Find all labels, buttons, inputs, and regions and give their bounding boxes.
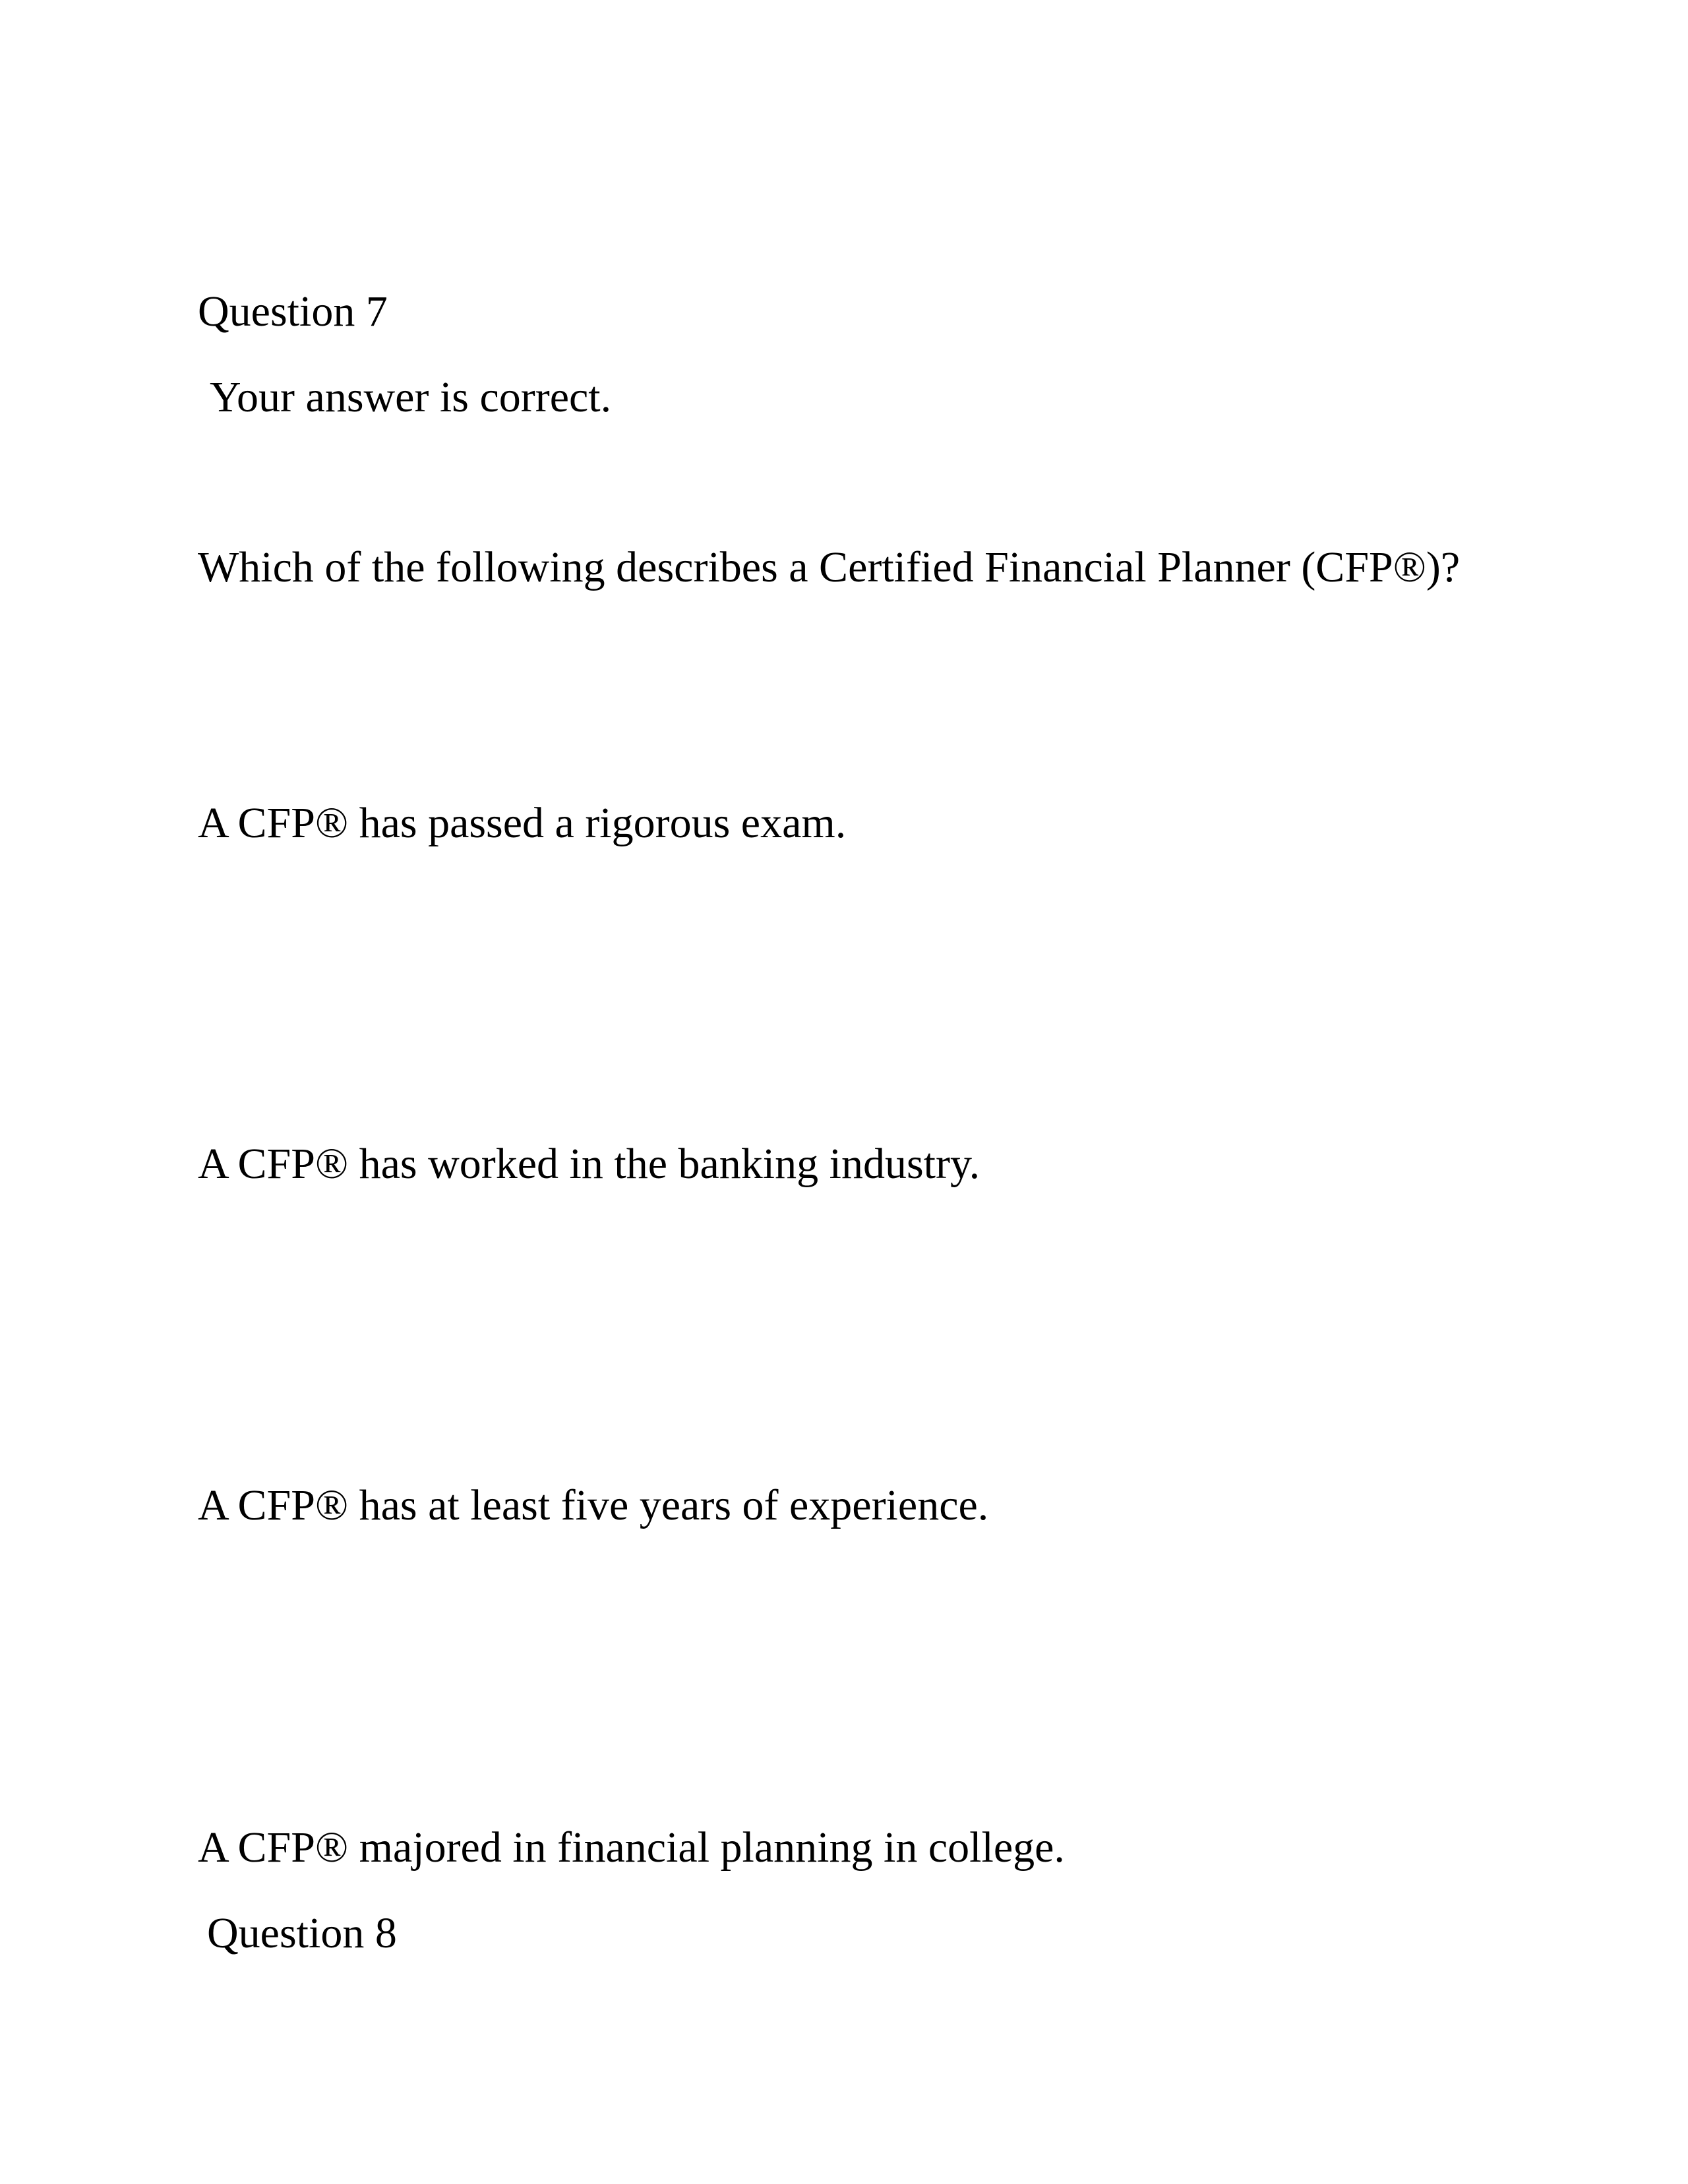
answer-option-2[interactable]: A CFP® has worked in the banking industry. bbox=[198, 1140, 980, 1188]
question-8-heading: Question 8 bbox=[207, 1909, 397, 1957]
answer-option-4[interactable]: A CFP® majored in financial planning in college. bbox=[198, 1823, 1065, 1872]
answer-feedback: Your answer is correct. bbox=[210, 373, 612, 421]
question-prompt: Which of the following describes a Certified Financial Planner (CFP®)? bbox=[198, 543, 1461, 591]
question-7-heading: Question 7 bbox=[198, 287, 388, 336]
answer-option-3[interactable]: A CFP® has at least five years of experience. bbox=[198, 1481, 989, 1529]
answer-option-1[interactable]: A CFP® has passed a rigorous exam. bbox=[198, 799, 847, 847]
